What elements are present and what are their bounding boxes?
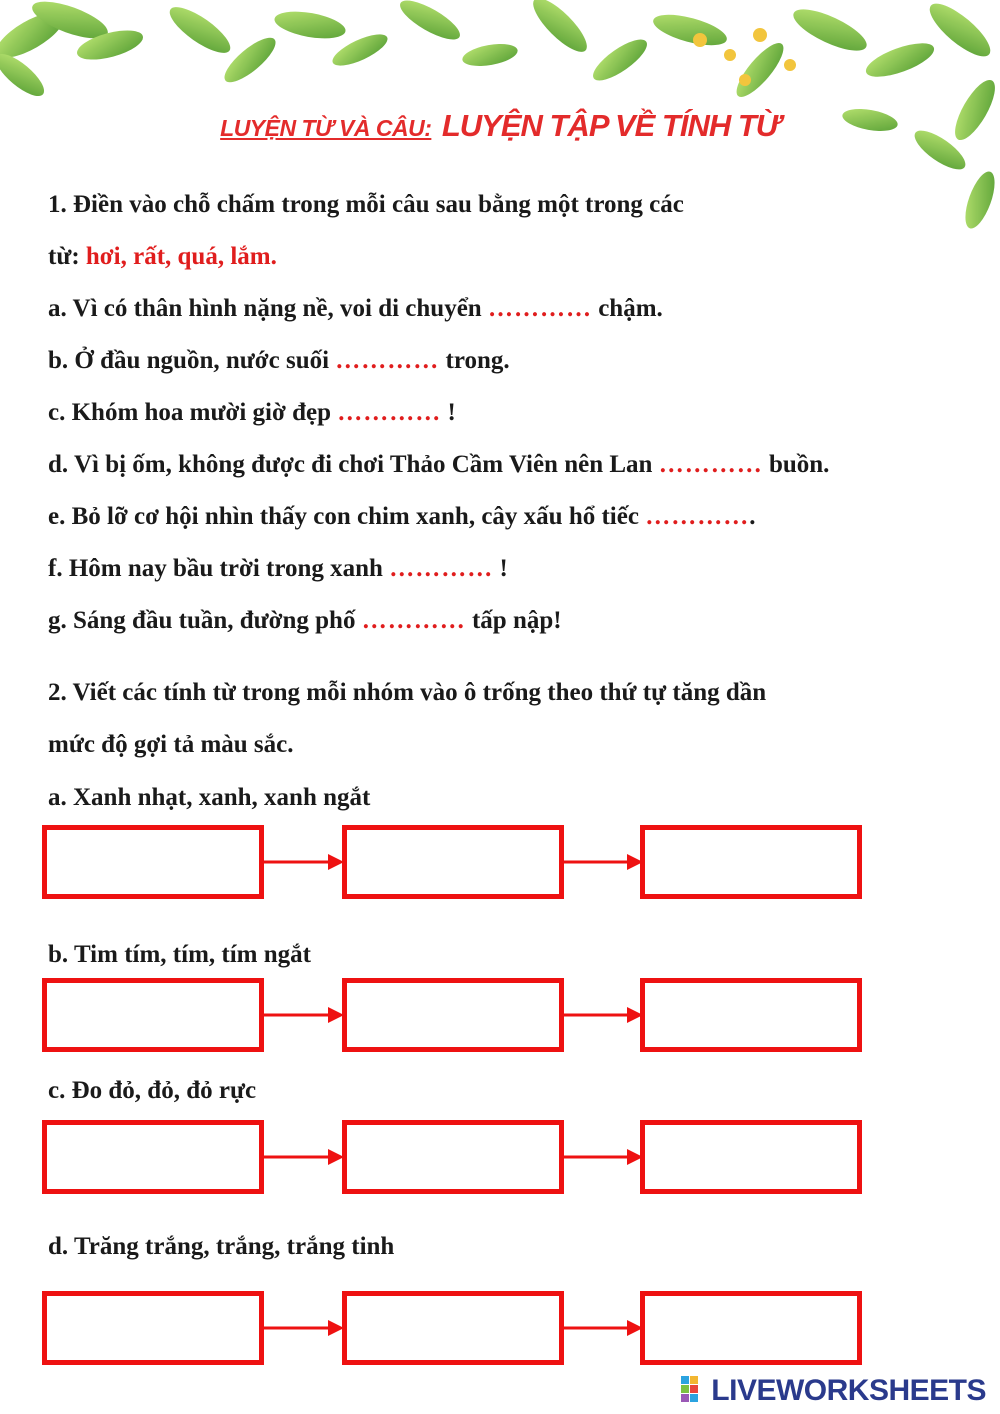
title-main: LUYỆN TẬP VỀ TÍNH TỪ <box>441 108 780 143</box>
arrow-right-icon <box>563 1313 643 1343</box>
ex1-item-f-after: ! <box>499 555 508 582</box>
ex1-item-e <box>48 502 755 532</box>
ex2-group-b-boxes <box>42 978 872 1054</box>
ex2-d-answer-box-2[interactable] <box>342 1291 564 1365</box>
ex1-blank-g[interactable]: ………… <box>361 607 466 634</box>
ex2-c-answer-box-3[interactable] <box>640 1120 862 1194</box>
ex2-b-answer-box-2[interactable] <box>342 978 564 1052</box>
ex1-item-c-after: ! <box>447 399 456 426</box>
ex1-item-d <box>48 450 829 480</box>
ex2-d-answer-box-1[interactable] <box>42 1291 264 1365</box>
ex1-item-d-text: d. Vì bị ốm, không được đi chơi Thảo Cầm Viên nên Lan <box>48 451 653 478</box>
ex1-item-g <box>48 606 562 636</box>
ex2-a-answer-box-2[interactable] <box>342 825 564 899</box>
arrow-right-icon <box>563 1000 643 1030</box>
ex1-blank-f[interactable]: ………… <box>389 555 494 582</box>
ex2-group-d-label: d. Trăng trắng, trắng, trắng tinh <box>48 1233 395 1260</box>
ex1-item-b-after: trong. <box>445 347 510 374</box>
ex1-item-c <box>48 398 456 428</box>
ex2-d-answer-box-3[interactable] <box>640 1291 862 1365</box>
liveworksheets-logo-icon <box>681 1376 707 1402</box>
ex1-item-a <box>48 294 663 324</box>
ex2-instruction-line2: mức độ gợi tả màu sắc. <box>48 731 294 758</box>
ex1-item-b <box>48 346 510 376</box>
ex1-blank-b[interactable]: ………… <box>335 347 440 374</box>
ex2-a-answer-box-1[interactable] <box>42 825 264 899</box>
ex2-c-answer-box-1[interactable] <box>42 1120 264 1194</box>
ex1-instruction-line2 <box>48 242 277 272</box>
ex1-instruction-line1: 1. Điền vào chỗ chấm trong mỗi câu sau bằng một trong các <box>48 191 684 218</box>
ex2-group-a-boxes <box>42 825 872 901</box>
ex2-b-answer-box-1[interactable] <box>42 978 264 1052</box>
ex2-group-d-boxes <box>42 1291 872 1367</box>
brand-name: LIVEWORKSHEETS <box>711 1374 986 1407</box>
arrow-right-icon <box>563 1142 643 1172</box>
arrow-right-icon <box>563 847 643 877</box>
arrow-right-icon <box>264 1000 344 1030</box>
ex1-item-b-text: b. Ở đầu nguồn, nước suối <box>48 347 330 374</box>
title-prefix: LUYỆN TỪ VÀ CÂU: <box>220 115 432 141</box>
arrow-right-icon <box>264 1313 344 1343</box>
ex1-blank-c[interactable]: ………… <box>337 399 442 426</box>
ex2-instruction-line1: 2. Viết các tính từ trong mỗi nhóm vào ô trống theo thứ tự tăng dần <box>48 679 767 706</box>
ex2-group-c-label: c. Đo đỏ, đỏ, đỏ rực <box>48 1077 257 1104</box>
ex1-word-list: hơi, rất, quá, lắm. <box>85 243 277 270</box>
ex2-b-answer-box-3[interactable] <box>640 978 862 1052</box>
ex1-item-g-after: tấp nập! <box>471 607 562 634</box>
ex1-item-f-text: f. Hôm nay bầu trời trong xanh <box>48 555 383 582</box>
ex2-group-a-label: a. Xanh nhạt, xanh, xanh ngắt <box>48 784 371 811</box>
ex1-item-c-text: c. Khóm hoa mười giờ đẹp <box>48 399 331 426</box>
ex2-c-answer-box-2[interactable] <box>342 1120 564 1194</box>
ex1-word-list-prefix: từ: <box>48 243 80 270</box>
ex1-item-d-after: buồn. <box>768 451 830 478</box>
ex1-item-e-after: . <box>749 503 756 530</box>
ex1-item-g-text: g. Sáng đầu tuần, đường phố <box>48 607 356 634</box>
ex1-item-e-text: e. Bỏ lỡ cơ hội nhìn thấy con chim xanh, cây xấu hổ tiếc <box>48 503 639 530</box>
ex1-item-a-text: a. Vì có thân hình nặng nề, voi di chuyển <box>48 295 482 322</box>
ex2-group-c-boxes <box>42 1120 872 1196</box>
ex1-item-a-after: chậm. <box>598 295 663 322</box>
arrow-right-icon <box>264 1142 344 1172</box>
ex1-blank-a[interactable]: ………… <box>487 295 592 322</box>
ex2-group-b-label: b. Tim tím, tím, tím ngắt <box>48 941 311 968</box>
ex1-item-f <box>48 554 508 584</box>
worksheet-title <box>0 108 1000 144</box>
liveworksheets-logo <box>681 1374 986 1408</box>
ex1-blank-d[interactable]: ………… <box>658 451 763 478</box>
ex2-a-answer-box-3[interactable] <box>640 825 862 899</box>
ex1-blank-e[interactable]: ………… <box>645 503 750 530</box>
arrow-right-icon <box>264 847 344 877</box>
